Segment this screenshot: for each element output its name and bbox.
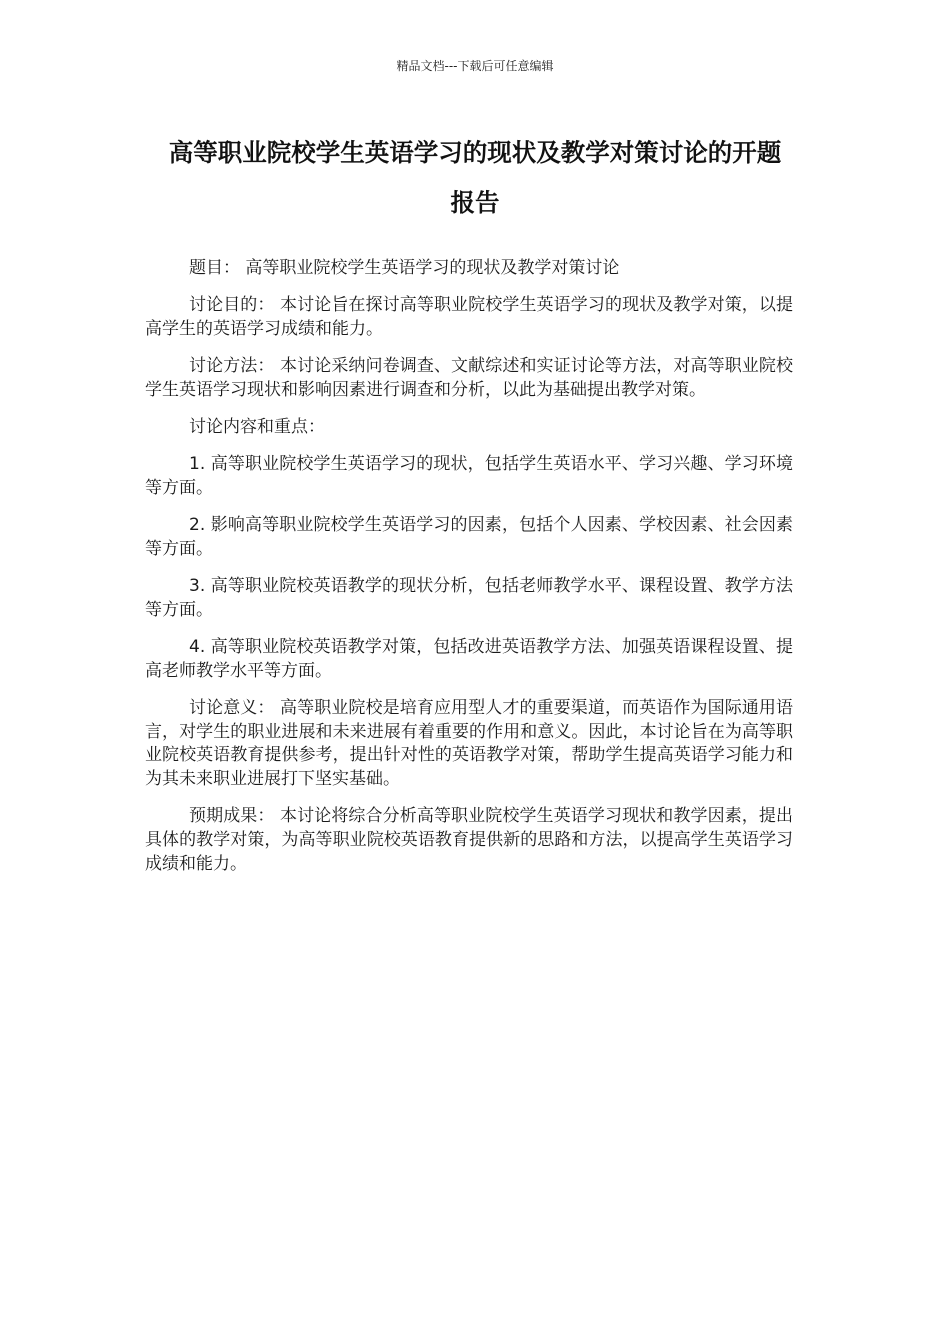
paragraph-purpose: 讨论目的： 本讨论旨在探讨高等职业院校学生英语学习的现状及教学对策，以提高学生的英语学习成绩和能力。 [145,295,793,339]
document-title-line-2: 报告 [450,188,500,217]
paragraph-content-item-3: 3. 高等职业院校英语教学的现状分析，包括老师教学水平、课程设置、教学方法等方面。 [145,576,793,620]
paragraph-expected-results: 预期成果： 本讨论将综合分析高等职业院校学生英语学习现状和教学因素，提出具体的教学对策，为高等职业院校英语教育提供新的思路和方法，以提高学生英语学习成绩和能力。 [145,806,793,874]
document-title [0,128,950,228]
document-body [145,257,793,890]
page-header: 精品文档---下载后可任意编辑 [396,59,554,73]
document-title-line-1: 高等职业院校学生英语学习的现状及教学对策讨论的开题 [168,138,782,167]
paragraph-content-item-2: 2. 影响高等职业院校学生英语学习的因素，包括个人因素、学校因素、社会因素等方面。 [145,515,793,559]
paragraph-significance: 讨论意义： 高等职业院校是培育应用型人才的重要渠道，而英语作为国际通用语言，对学生的职业进展和未来进展有着重要的作用和意义。因此，本讨论旨在为高等职业院校英语教育提供参考，提出针对性的英语教学对策，帮助学生提高英语学习能力和为其未来职业进展打下坚实基础。 [145,697,793,789]
paragraph-method: 讨论方法： 本讨论采纳问卷调查、文献综述和实证讨论等方法，对高等职业院校学生英语学习现状和影响因素进行调查和分析，以此为基础提出教学对策。 [145,356,793,400]
paragraph-content-item-4: 4. 高等职业院校英语教学对策，包括改进英语教学方法、加强英语课程设置、提高老师教学水平等方面。 [145,636,793,681]
paragraph-content-item-1: 1. 高等职业院校学生英语学习的现状，包括学生英语水平、学习兴趣、学习环境等方面。 [145,454,793,498]
paragraph-content-heading: 讨论内容和重点： [189,417,325,438]
paragraph-topic: 题目： 高等职业院校学生英语学习的现状及教学对策讨论 [189,258,620,278]
